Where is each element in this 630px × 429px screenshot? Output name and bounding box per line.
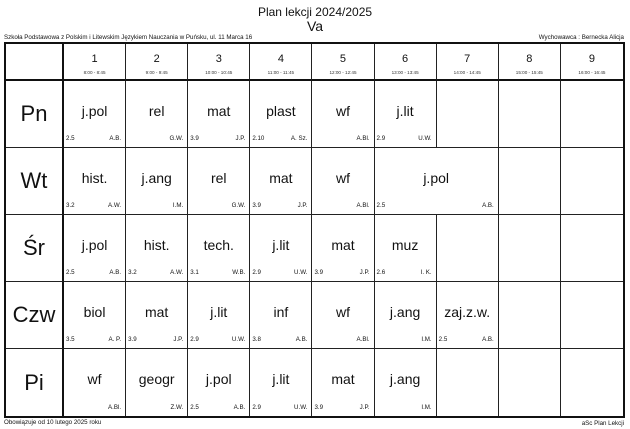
lesson-room: 3.9 [252,202,261,209]
lesson-room: 2.5 [66,135,75,142]
lesson-cell[interactable] [375,282,437,349]
day-label-cell [6,148,64,215]
period-time: 16:00 - 16:45 [578,70,606,75]
homeroom-teacher: Wychowawca : Bernecka Alicja [538,34,624,41]
lesson-room: 3.8 [252,336,261,343]
lesson-teacher: U.W. [418,135,432,142]
lesson-subject: wf [335,304,350,320]
empty-cell [499,148,561,215]
lesson-subject: muz [391,237,419,253]
period-number: 6 [402,53,409,65]
lesson-subject: plast [266,103,296,119]
lesson-subject: wf [335,103,350,119]
empty-cell [499,282,561,349]
lesson-cell[interactable] [312,81,374,148]
lesson-cell[interactable] [250,282,312,349]
period-header [375,44,437,81]
lesson-room: 2.5 [438,336,448,343]
lesson-teacher: W.B. [232,269,246,276]
lesson-cell[interactable] [250,215,312,282]
lesson-teacher: G.W. [231,202,246,209]
empty-cell [437,349,499,416]
period-time: 9:00 - 9:45 [145,70,168,75]
day-label-cell [6,215,64,282]
lesson-subject: biol [83,304,106,320]
lesson-room: 3.9 [314,404,324,411]
lesson-cell[interactable] [188,215,250,282]
lesson-teacher: J.P. [297,202,308,209]
day-label: Pn [20,101,48,126]
lesson-room: 2.5 [376,202,386,209]
period-number: 5 [339,53,347,65]
day-label-cell [6,349,64,416]
lesson-room: 2.9 [252,404,261,411]
lesson-subject: j.pol [423,170,449,186]
lesson-teacher: A.Bl. [108,404,122,411]
period-time: 14:00 - 14:45 [453,70,481,75]
period-time: 12:00 - 12:45 [329,70,357,75]
lesson-subject: inf [273,304,289,320]
empty-cell [437,215,499,282]
empty-cell [561,215,623,282]
lesson-room: 3.2 [66,202,75,209]
lesson-teacher: A. Sz. [290,135,308,142]
day-label: Wt [20,168,48,193]
day-label: Pi [24,369,44,395]
lesson-cell[interactable] [126,215,188,282]
lesson-teacher: A. P. [108,336,122,343]
empty-cell [437,81,499,148]
lesson-subject: mat [144,304,169,320]
lesson-subject: tech. [203,237,234,253]
lesson-teacher: A.B. [482,202,494,209]
lesson-cell[interactable] [312,148,374,215]
lesson-subject: j.ang [389,371,421,387]
lesson-teacher: I.M. [421,404,432,411]
lesson-room: 3.1 [190,269,199,276]
lesson-cell[interactable] [126,349,188,416]
lesson-teacher: J.P. [359,404,370,411]
lesson-subject: j.lit [272,371,290,387]
lesson-cell[interactable] [375,148,499,215]
corner-cell [6,44,64,81]
period-number: 4 [277,53,284,65]
lesson-cell[interactable] [64,349,126,416]
lesson-cell[interactable] [64,215,126,282]
period-header [499,44,561,81]
lesson-room: 3.5 [66,336,75,343]
lesson-cell[interactable] [250,81,312,148]
lesson-room: 3.2 [128,269,137,276]
lesson-room: 2.9 [376,135,386,142]
period-time: 11:00 - 11:45 [267,70,295,75]
lesson-subject: j.pol [205,371,232,387]
empty-cell [561,349,623,416]
lesson-cell[interactable] [312,349,374,416]
lesson-teacher: J.P. [235,135,246,142]
lesson-teacher: A.Bl. [356,135,370,142]
day-label-cell [6,81,64,148]
lesson-room: 2.10 [252,135,265,142]
lesson-teacher: Z.W. [170,404,184,411]
lesson-teacher: U.W. [294,269,308,276]
empty-cell [561,282,623,349]
period-number: 9 [588,53,595,65]
lesson-teacher: A.W. [170,269,184,276]
period-header [312,44,374,81]
period-time: 13:00 - 13:45 [391,70,419,75]
period-header [126,44,188,81]
period-header [250,44,312,81]
lesson-subject: wf [87,371,102,387]
lesson-subject: geogr [138,371,175,387]
lesson-teacher: A.Bl. [356,336,370,343]
lesson-teacher: I.M. [421,336,432,343]
lesson-teacher: J.P. [173,336,184,343]
lesson-subject: j.lit [210,304,228,320]
empty-cell [499,81,561,148]
lesson-subject: j.ang [141,170,172,186]
period-header [437,44,499,81]
day-label: Czw [12,302,56,327]
lesson-subject: j.pol [81,237,108,253]
lesson-teacher: U.W. [294,404,308,411]
lesson-room: 3.9 [128,336,137,343]
lesson-teacher: U.W. [231,336,246,343]
valid-from: Obowiązuje od 10 lutego 2025 roku [4,419,102,426]
lesson-teacher: A.B. [109,269,122,276]
timetable-grid [4,42,625,418]
lesson-subject: rel [210,170,227,186]
lesson-cell[interactable] [375,349,437,416]
lesson-cell[interactable] [188,81,250,148]
empty-cell [561,81,623,148]
lesson-room: 2.5 [190,404,199,411]
lesson-teacher: A.B. [109,135,122,142]
day-label-cell [6,282,64,349]
lesson-subject: mat [331,371,355,387]
lesson-room: 2.6 [376,269,386,276]
lesson-cell[interactable] [250,148,312,215]
lesson-subject: j.ang [389,304,421,320]
lesson-cell[interactable] [126,148,188,215]
empty-cell [561,148,623,215]
period-time: 15:00 - 15:45 [515,70,543,75]
period-number: 8 [526,53,533,65]
lesson-cell[interactable] [312,282,374,349]
period-header [64,44,126,81]
empty-cell [499,349,561,416]
lesson-subject: mat [331,237,355,253]
lesson-teacher: A.Bl. [356,202,370,209]
lesson-teacher: G.W. [169,135,184,142]
lesson-teacher: J.P. [359,269,370,276]
lesson-teacher: I. K. [420,269,432,276]
lesson-cell[interactable] [126,81,188,148]
lesson-subject: j.lit [272,237,290,253]
school-name: Szkoła Podstawowa z Polskim i Litewskim Językiem Nauczania w Puńsku, ul. 11 Marca 16 [4,34,253,41]
lesson-cell[interactable] [312,215,374,282]
lesson-subject: zaj.z.w. [444,304,491,320]
period-number: 1 [91,53,98,65]
lesson-cell[interactable] [375,81,437,148]
lesson-teacher: A.B. [482,336,494,343]
timetable-title: Plan lekcji 2024/2025 [257,5,373,19]
lesson-room: 3.9 [314,269,324,276]
lesson-room: 2.5 [66,269,75,276]
period-time: 8:00 - 8:45 [83,70,106,75]
software-credit: aSc Plan Lekcji [581,420,624,427]
lesson-teacher: A.W. [108,202,122,209]
lesson-cell[interactable] [64,81,126,148]
lesson-cell[interactable] [126,282,188,349]
lesson-subject: mat [269,170,293,186]
lesson-cell[interactable] [250,349,312,416]
lesson-room: 3.9 [190,135,199,142]
day-label: Śr [23,235,45,260]
period-number: 7 [464,53,471,65]
period-time: 10:00 - 10:45 [205,70,233,75]
lesson-cell[interactable] [64,282,126,349]
class-name: Va [306,18,324,34]
lesson-subject: rel [148,103,165,119]
lesson-subject: hist. [143,237,170,253]
lesson-subject: j.lit [396,103,414,119]
lesson-cell[interactable] [188,148,250,215]
lesson-room: 2.9 [190,336,199,343]
period-number: 2 [153,53,160,65]
lesson-subject: mat [207,103,231,119]
lesson-teacher: A.B. [233,404,246,411]
period-header [188,44,250,81]
lesson-subject: wf [335,170,350,186]
lesson-cell[interactable] [64,148,126,215]
lesson-teacher: A.B. [295,336,308,343]
lesson-subject: j.pol [81,103,108,119]
lesson-cell[interactable] [188,349,250,416]
lesson-teacher: I.M. [172,202,184,209]
period-number: 3 [215,53,222,65]
lesson-room: 2.9 [252,269,261,276]
lesson-subject: hist. [81,170,108,186]
lesson-cell[interactable] [375,215,437,282]
lesson-cell[interactable] [188,282,250,349]
empty-cell [499,215,561,282]
period-header [561,44,623,81]
lesson-cell[interactable] [437,282,499,349]
